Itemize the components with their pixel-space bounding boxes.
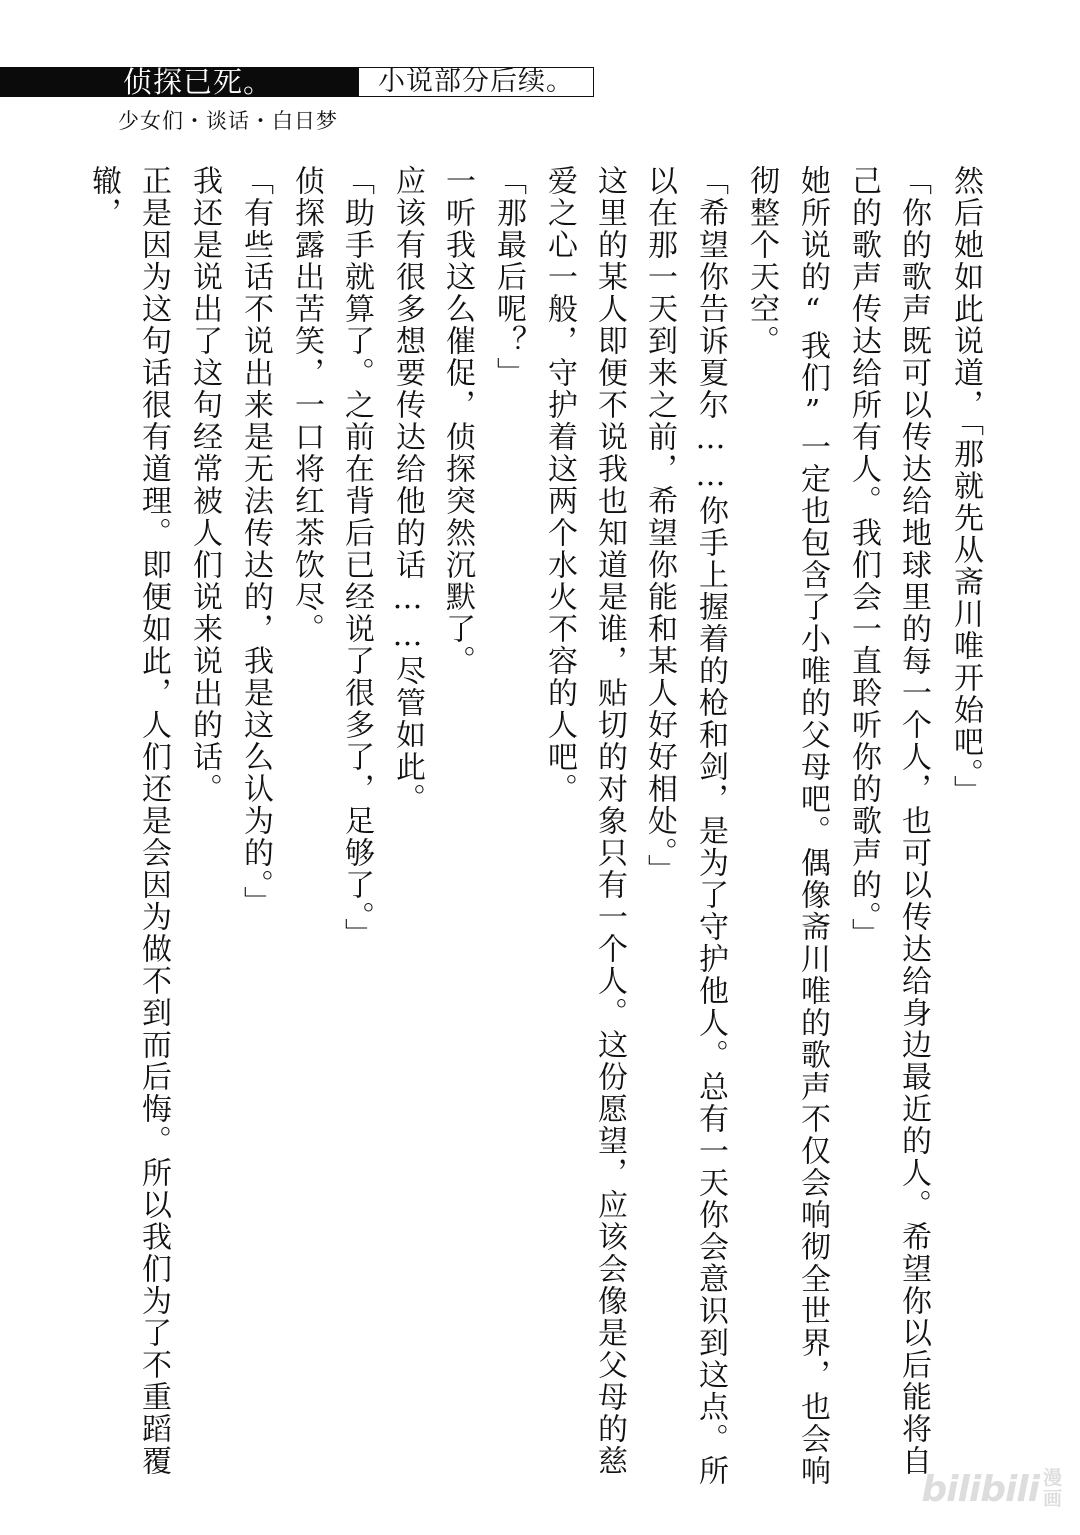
- bilibili-manhua-watermark: [921, 1463, 1062, 1515]
- text-column-18: 辙，: [86, 165, 121, 229]
- text-column-1: 然后她如此说道，「那就先从斋川唯开始吧。」: [948, 165, 983, 807]
- text-column-6: 「希望你告诉夏尔……你手上握着的枪和剑，是为了守护他人。总有一天你会意识到这点。所: [693, 165, 728, 1487]
- text-column-14: 侦探露出苦笑，一口将红茶饮尽。: [289, 165, 324, 645]
- bilibili-logo-text: bilibili: [921, 1468, 1039, 1510]
- manhua-label: [1043, 1468, 1062, 1510]
- text-column-10: 「那最后呢？」: [491, 165, 526, 389]
- text-column-8: 这里的某人即便不说我也知道是谁，贴切的对象只有一个人。这份愿望，应该会像是父母的慈: [592, 165, 627, 1477]
- manhua-label-bottom: 画: [1042, 1488, 1062, 1510]
- text-column-7: 以在那一天到来之前，希望你能和某人好好相处。」: [642, 165, 677, 886]
- chapter-subtitle: 少女们・谈话・白日梦: [118, 109, 338, 133]
- section-title: 小说部分后续。: [358, 67, 594, 97]
- text-column-5: 彻整个天空。: [744, 165, 779, 357]
- manhua-label-top: 漫: [1042, 1467, 1062, 1489]
- text-column-17: 正是因为这句话很有道理。即便如此，人们还是会因为做不到而后悔。所以我们为了不重蹈覆: [136, 165, 171, 1477]
- text-column-16: 我还是说出了这句经常被人们说来说出的话。: [187, 165, 222, 805]
- text-column-3: 己的歌声传达给所有人。我们会一直聆听你的歌声的。」: [846, 165, 881, 950]
- book-title: 侦探已死。: [0, 67, 358, 97]
- text-column-11: 一听我这么催促，侦探突然沉默了。: [440, 165, 475, 677]
- text-column-2: 「你的歌声既可以传达给地球里的每一个人，也可以传达给身边最近的人。希望你以后能将自: [896, 165, 931, 1477]
- text-column-4: 她所说的“我们”一定也包含了小唯的父母吧。偶像斋川唯的歌声不仅会响彻全世界，也会响: [795, 165, 830, 1487]
- text-column-13: 「助手就算了。之前在背后已经说了很多了，足够了。」: [339, 165, 374, 950]
- text-column-12: 应该有很多想要传达给他的话……尽管如此。: [390, 165, 425, 815]
- text-column-15: 「有些话不说出来是无法传达的，我是这么认为的。」: [238, 165, 273, 918]
- text-column-9: 爱之心一般，守护着这两个水火不容的人吧。: [542, 165, 577, 805]
